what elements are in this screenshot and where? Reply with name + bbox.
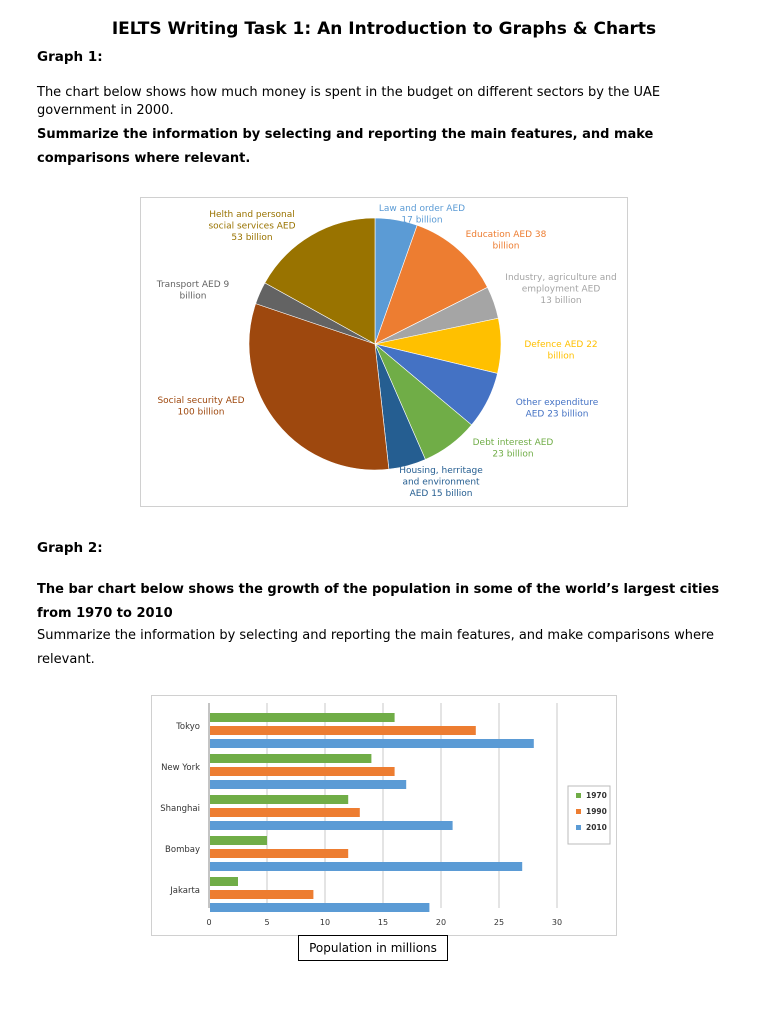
bar bbox=[210, 754, 371, 763]
category-label: Bombay bbox=[165, 845, 200, 855]
bar bbox=[210, 808, 360, 817]
bar bbox=[210, 780, 406, 789]
bar bbox=[210, 849, 348, 858]
legend-label: 2010 bbox=[586, 823, 607, 832]
bar bbox=[210, 713, 395, 722]
x-tick-label: 20 bbox=[435, 918, 447, 927]
bar-chart-svg bbox=[152, 696, 616, 935]
page-title: IELTS Writing Task 1: An Introduction to Graphs & Charts bbox=[111, 19, 657, 39]
graph1-heading: Graph 1: bbox=[37, 49, 103, 65]
pie-slice-label: Other expenditure AED 23 billion bbox=[515, 398, 599, 420]
category-label: New York bbox=[161, 763, 200, 773]
pie-slice-label: Defence AED 22 billion bbox=[524, 340, 598, 362]
bar bbox=[210, 821, 453, 830]
graph2-heading: Graph 2: bbox=[37, 540, 103, 556]
pie-chart-svg bbox=[141, 198, 627, 506]
x-tick-label: 5 bbox=[264, 918, 270, 927]
x-tick-label: 10 bbox=[319, 918, 331, 927]
bar bbox=[210, 862, 522, 871]
legend-swatch bbox=[576, 793, 581, 798]
legend-label: 1970 bbox=[586, 791, 607, 800]
bar bbox=[210, 726, 476, 735]
bar-chart bbox=[151, 695, 617, 936]
graph1-instruction: Summarize the information by selecting and reporting the main features, and make comparisons where relevant. bbox=[37, 127, 654, 166]
x-tick-label: 30 bbox=[551, 918, 563, 927]
graph1-description: The chart below shows how much money is spent in the budget on different sectors by the UAE government in 2000. bbox=[37, 85, 661, 118]
category-label: Shanghai bbox=[160, 804, 200, 814]
bar bbox=[210, 739, 534, 748]
x-tick-label: 15 bbox=[377, 918, 389, 927]
bar bbox=[210, 890, 313, 899]
bar bbox=[210, 903, 429, 912]
bar bbox=[210, 795, 348, 804]
pie-chart bbox=[140, 197, 628, 507]
graph2-instruction: Summarize the information by selecting and reporting the main features, and make comparisons where relevant. bbox=[37, 628, 714, 667]
pie-slice-label: Debt interest AED 23 billion bbox=[472, 438, 554, 460]
pie-slice-label: Social security AED 100 billion bbox=[157, 396, 245, 418]
bar-chart-caption: Population in millions bbox=[298, 935, 448, 961]
pie-slice-label: Transport AED 9 billion bbox=[156, 280, 230, 302]
bar bbox=[210, 767, 395, 776]
x-tick-label: 25 bbox=[493, 918, 505, 927]
legend-swatch bbox=[576, 809, 581, 814]
pie-slice-label: Helth and personal social services AED 53 billion bbox=[208, 210, 296, 243]
category-label: Tokyo bbox=[176, 722, 200, 732]
bar bbox=[210, 877, 238, 886]
pie-slice-label: Industry, agriculture and employment AED 13 billion bbox=[505, 273, 617, 306]
bar bbox=[210, 836, 267, 845]
pie-slice-label: Law and order AED 17 billion bbox=[378, 204, 466, 226]
category-label: Jakarta bbox=[170, 886, 200, 896]
pie-slice-label: Education AED 38 billion bbox=[465, 230, 547, 252]
legend-swatch bbox=[576, 825, 581, 830]
pie-slice-label: Housing, herritage and environment AED 15 billion bbox=[399, 466, 483, 499]
x-tick-label: 0 bbox=[206, 918, 212, 927]
graph2-description: The bar chart below shows the growth of the population in some of the world’s largest cities from 1970 to 2010 bbox=[37, 582, 720, 621]
legend-label: 1990 bbox=[586, 807, 607, 816]
